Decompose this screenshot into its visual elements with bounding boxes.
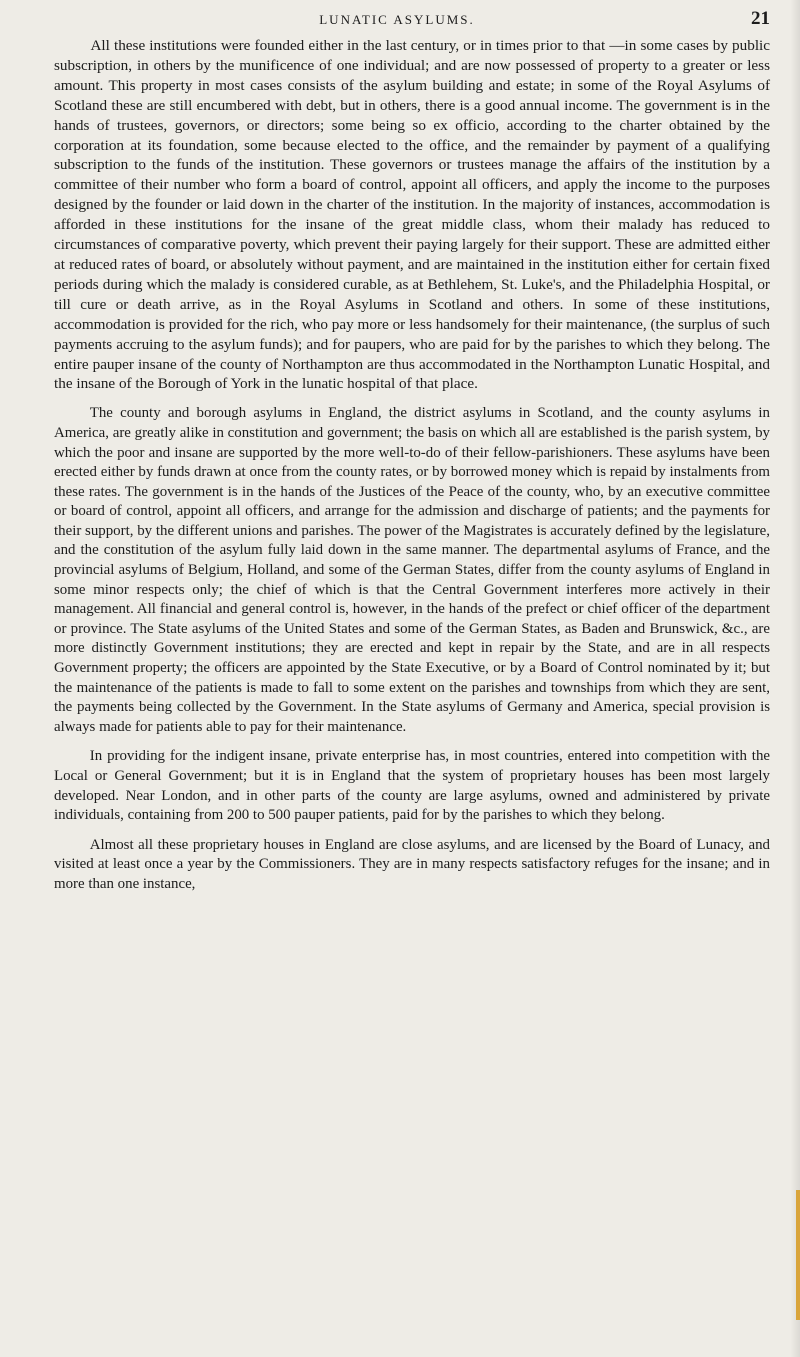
paragraph-private-enterprise: In providing for the indigent insane, private enterprise has, in most countries, entered into competition with the Local or General Government; but it is in England that the system of proprietary houses has been most largely developed. Near London, and in other parts of the county are large asylums, owned and administered by private individuals, containing from 200 to 500 pauper patients, paid for by the parishes to which they belong. — [54, 748, 770, 824]
paragraph-endowed-institutions: All these institutions were founded either in the last century, or in times prior to that —in some cases by public subscription, in others by the munificence of one individual; and are now possessed of property to a greater or less amount. This property in most cases consists of the asylum building and estate; in some of the Royal Asylums of Scotland these are still encumbered with debt, but in others, there is a good annual income. The government is in the hands of trustees, governors, or directors; some being so ex officio, according to the charter obtained by the corporation at its foundation, some because elected to the office, and the remainder by payment of a qualifying subscription to the funds of the institution. These governors or trustees manage the affairs of the institution by a committee of their number who form a board of control, appoint all officers, and apply the income to the purposes designed by the founder or laid down in the charter of the institution. In the majority of instances, accommodation is afforded in these institutions for the insane of the great middle class, whom their malady has reduced to circumstances of comparative poverty, which prevent their paying largely for their support. These are admitted either at reduced rates of board, or absolutely without payment, and are maintained in the institution either for certain fixed periods during which the malady is considered curable, as at Bethlehem, St. Luke's, and the Philadelphia Hospital, or till cure or death arrive, as in the Royal Asylums in Scotland and others. In some of these institutions, accommodation is provided for the rich, who pay more or less handsomely for their maintenance, (the surplus of such payments accruing to the asylum funds); and for paupers, who are paid for by the parishes to which they belong. The entire pauper insane of the county of Northampton are thus accommodated in the Northampton Lunatic Hospital, and the insane of the Borough of York in the lunatic hospital of that place. — [54, 37, 770, 393]
body-text — [54, 36, 770, 895]
paragraph-proprietary-houses: Almost all these proprietary houses in England are close asylums, and are licensed by the Board of Lunacy, and visited at least once a year by the Commissioners. They are in many respects satisfactory refuges for the insane; and in more than one instance, — [54, 836, 770, 892]
running-title: LUNATIC ASYLUMS. — [319, 12, 475, 27]
page-edge-mark — [796, 1190, 800, 1320]
page-edge-shadow — [790, 0, 800, 1357]
running-head — [54, 8, 770, 34]
page-number: 21 — [751, 8, 770, 29]
paragraph-county-borough-asylums: The county and borough asylums in England, the district asylums in Scotland, and the county asylums in America, are greatly alike in constitution and government; the basis on which all are established is the parish system, by which the poor and insane are supported by the more well-to-do of their fellow-parishioners. These asylums have been erected either by funds drawn at once from the county rates, or by borrowed money which is repaid by instalments from these rates. The government is in the hands of the Justices of the Peace of the county, who, by an executive committee or board of control, appoint all officers, and arrange for the admission and discharge of patients; and the payments for their support, by the different unions and parishes. The power of the Magistrates is accurately defined by the legislature, and the constitution of the asylum fully laid down in the same manner. The departmental asylums of France, and the provincial asylums of Belgium, Holland, and some of the German States, differ from the county asylums of England in some minor respects only; the chief of which is that the Central Government interferes more actively in their management. All financial and general control is, however, in the hands of the prefect or chief officer of the department or province. The State asylums of the United States and some of the German States, as Baden and Brunswick, &c., are more distinctly Government institutions; they are erected and kept in repair by the State, and are in all respects Government property; the officers are appointed by the State Executive, or by a Board of Control nominated by it; but the maintenance of the patients is made to fall to some extent on the parishes and townships from which they are sent, the payments being collected by the Government. In the State asylums of Germany and America, special provision is always made for patients able to pay for their maintenance. — [54, 405, 770, 735]
